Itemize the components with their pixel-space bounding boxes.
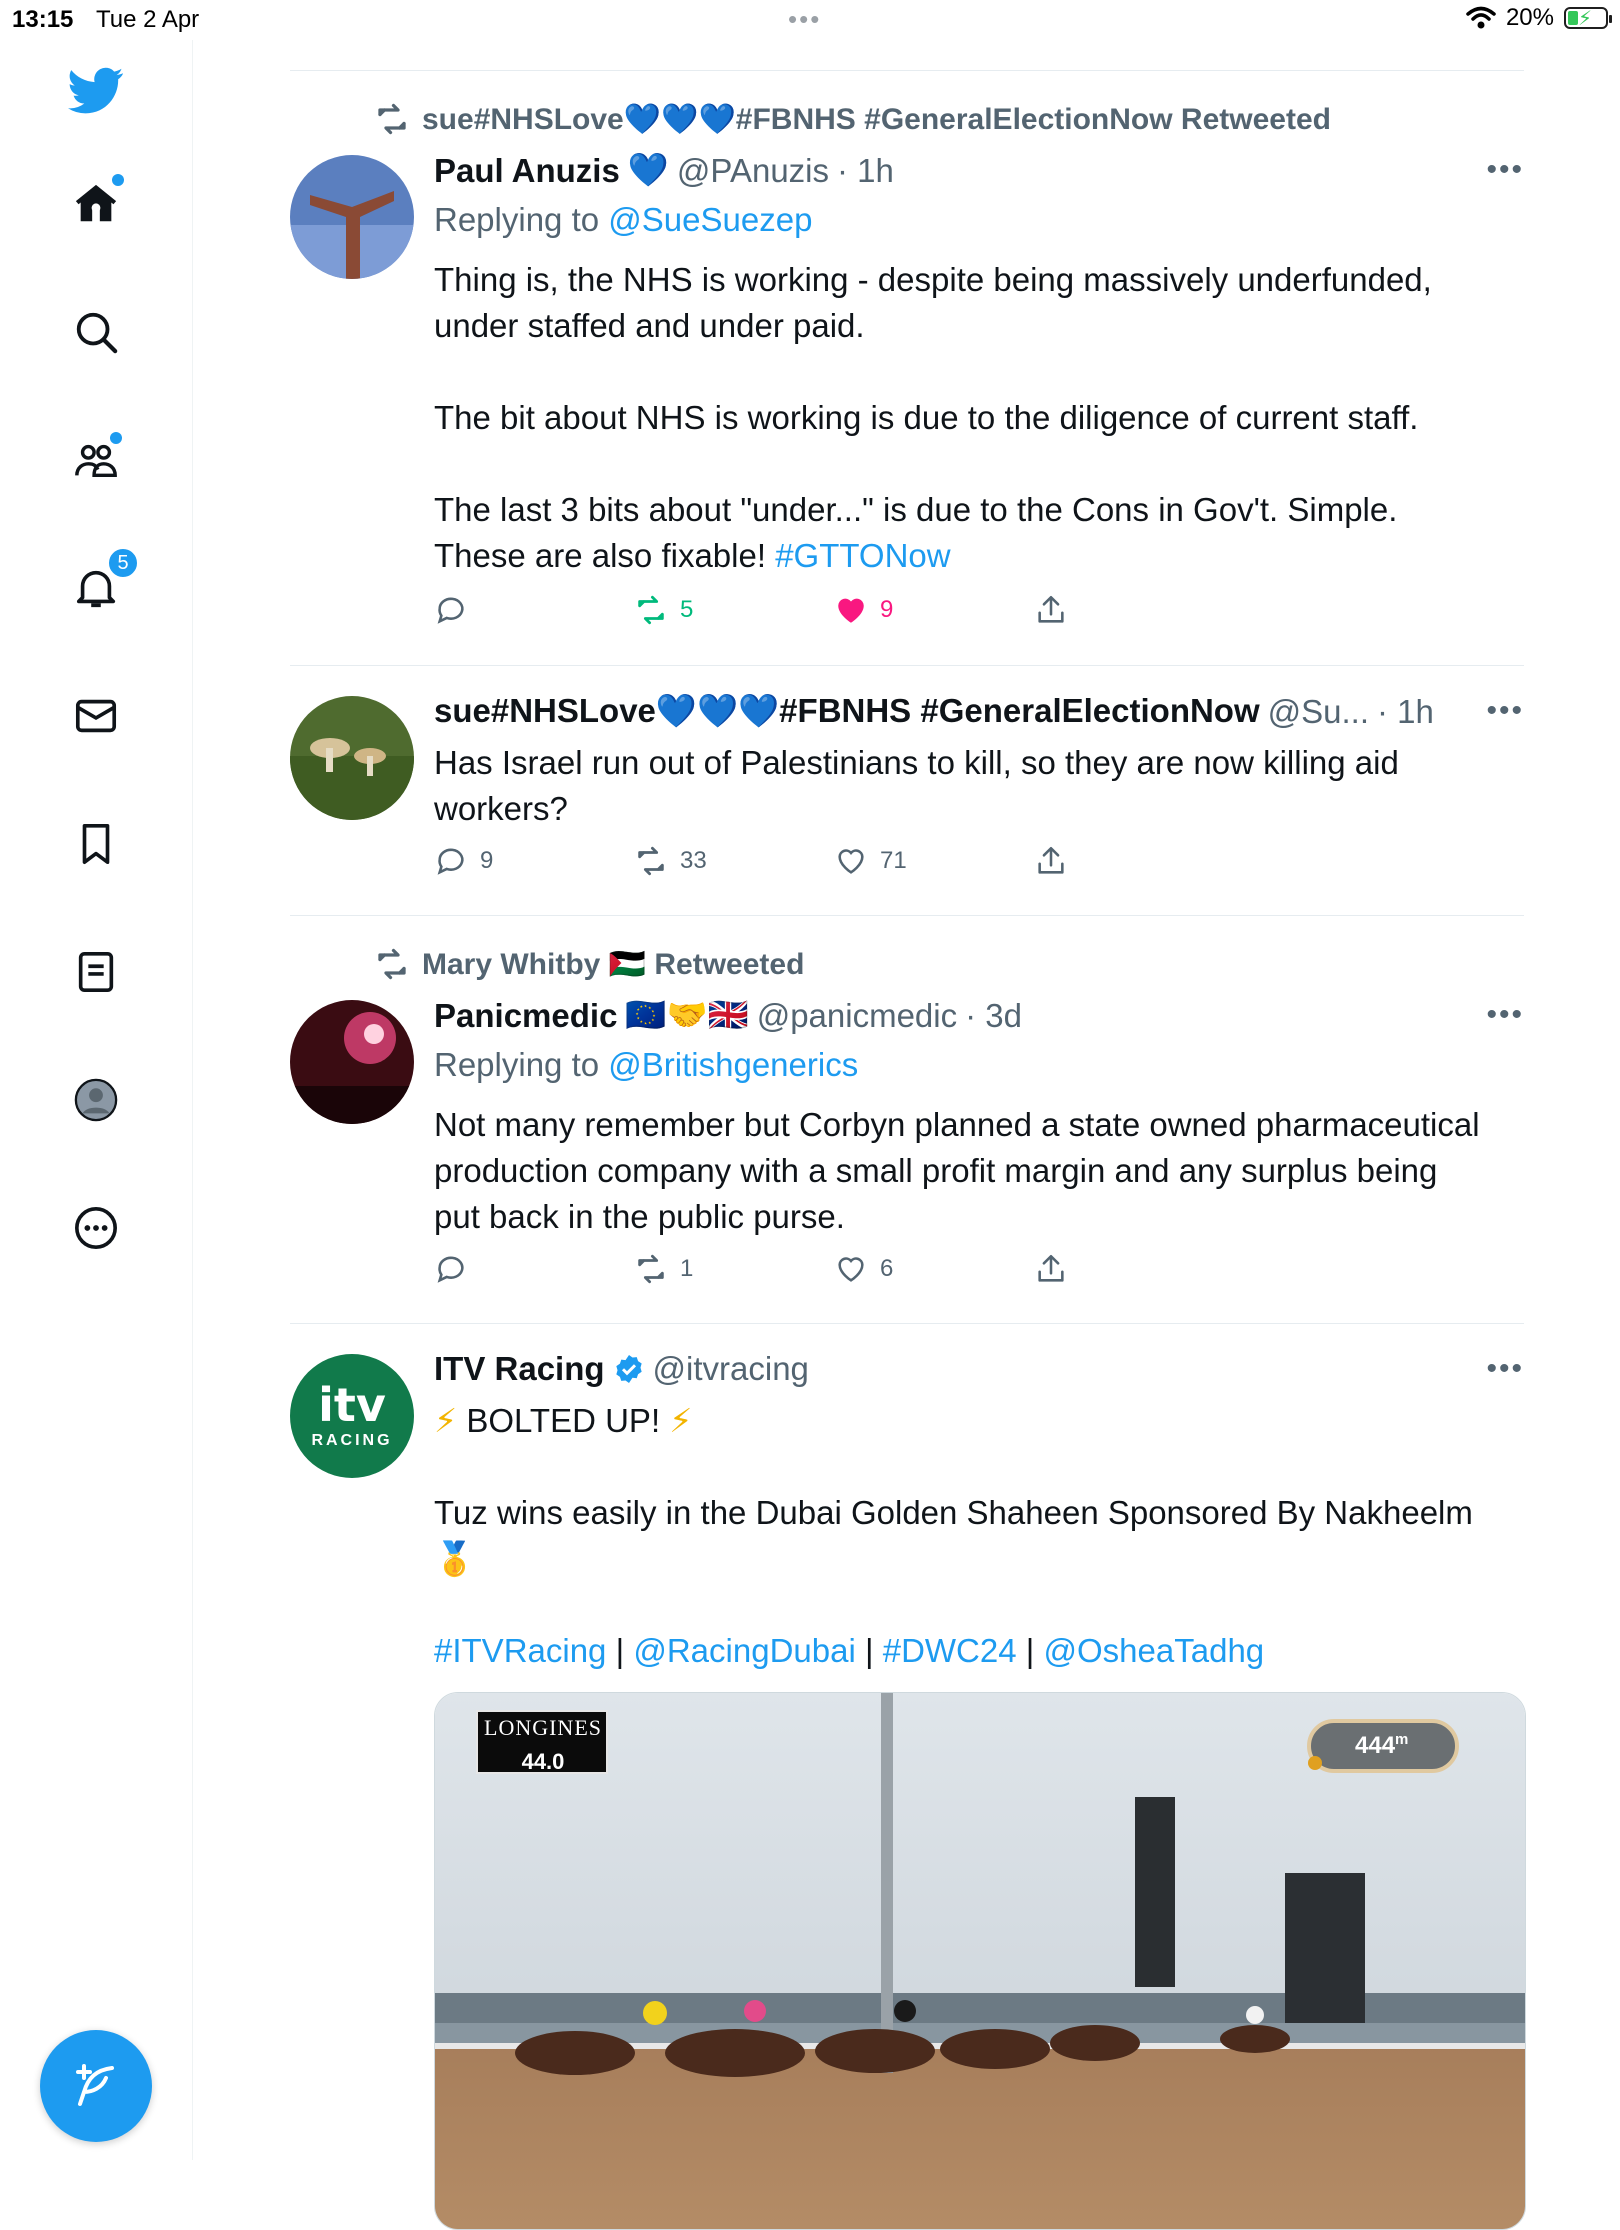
like-button[interactable]	[834, 1252, 893, 1286]
hashtag-link[interactable]: #DWC24	[882, 1632, 1017, 1669]
reply-button[interactable]	[434, 844, 493, 878]
name-emoji: 💙	[627, 151, 669, 188]
lightning-icon: ⚡	[669, 1402, 693, 1439]
retweet-count: 1	[680, 1255, 694, 1282]
nav-explore[interactable]	[56, 292, 136, 372]
nav-messages[interactable]	[56, 676, 136, 756]
multitasking-dots[interactable]: •••	[788, 4, 822, 34]
tweet-text: ⚡ BOLTED UP! ⚡ Tuz wins easily in the Dubai Golden Shaheen Sponsored By Nakheelm 🥇 #ITVRacing | @RacingDubai | #DWC24 | @OsheaTadhg	[434, 1398, 1524, 1674]
display-name[interactable]: sue#NHSLove💙💙💙#FBNHS #GeneralElectionNow	[434, 692, 1260, 729]
heart-icon	[834, 844, 868, 878]
nav-communities[interactable]	[56, 420, 136, 500]
nav-bookmarks[interactable]	[56, 804, 136, 884]
replying-to: Replying to @SueSuezep	[434, 201, 813, 238]
communities-icon	[73, 437, 119, 483]
status-time: 13:15	[12, 6, 74, 33]
nav-home[interactable]	[56, 164, 136, 244]
tweet-text: Not many remember but Corbyn planned a state owned pharmaceutical production company with a small profit margin and any surplus being put back in the public purse.	[434, 1106, 1480, 1235]
avatar[interactable]	[290, 155, 414, 279]
communities-new-dot	[110, 432, 122, 444]
reply-button[interactable]	[434, 1252, 480, 1286]
tweet-actions	[434, 1252, 1134, 1292]
replying-to: Replying to @Britishgenerics	[434, 1046, 859, 1083]
home-new-dot	[112, 174, 124, 186]
tweet-header	[434, 151, 894, 190]
handle[interactable]: @itvracing	[652, 1350, 809, 1387]
handle[interactable]: @panicmedic	[756, 996, 958, 1034]
tweet-header	[434, 996, 1022, 1035]
tweet-more-icon[interactable]: •••	[1486, 1352, 1524, 1385]
share-button[interactable]	[1034, 844, 1068, 878]
reply-to-link[interactable]: @Britishgenerics	[608, 1046, 859, 1083]
compose-tweet-button[interactable]	[40, 2030, 152, 2142]
tweet[interactable]	[290, 916, 1524, 1323]
share-button[interactable]	[1034, 593, 1068, 627]
lightning-icon: ⚡	[434, 1402, 458, 1439]
like-button[interactable]	[834, 844, 907, 878]
reply-button[interactable]	[434, 593, 480, 627]
tweet[interactable]	[290, 71, 1524, 665]
tweet-more-icon[interactable]: •••	[1486, 694, 1524, 727]
nav-more[interactable]	[56, 1188, 136, 1268]
handle[interactable]: @Su...	[1267, 692, 1370, 730]
display-name[interactable]: ITV Racing	[434, 1350, 605, 1387]
timestamp[interactable]: · 1h	[1377, 692, 1434, 730]
share-icon	[1034, 593, 1068, 627]
reply-icon	[434, 1252, 468, 1286]
reply-icon	[434, 593, 468, 627]
retweet-icon	[374, 101, 410, 137]
more-circle-icon	[73, 1205, 119, 1251]
heart-filled-icon	[834, 593, 868, 627]
battery-percent: 20%	[1505, 4, 1554, 31]
name-emoji: 🇪🇺🤝🇬🇧	[625, 996, 749, 1033]
tweet-media-video[interactable]	[434, 1692, 1526, 2230]
search-icon	[73, 309, 119, 355]
battery-icon: ⚡	[1564, 7, 1608, 29]
retweet-context	[374, 101, 1331, 137]
tweet-text: Has Israel run out of Palestinians to kill, so they are now killing aid workers?	[434, 744, 1399, 827]
profile-avatar-icon	[73, 1077, 119, 1123]
mention-link[interactable]: @OsheaTadhg	[1043, 1632, 1265, 1669]
distance-remaining: 444$^m$	[1355, 1731, 1409, 1759]
reply-count: 9	[480, 847, 494, 874]
retweet-count: 33	[680, 847, 707, 874]
retweeted-by: sue#NHSLove💙💙💙#FBNHS #GeneralElectionNow Retweeted	[422, 102, 1331, 136]
tweet-text: Thing is, the NHS is working - despite being massively underfunded, under staffed and under paid. The bit about NHS is working is due to the diligence of current staff. The last 3 bits about "under..." is due to the Cons in Gov't. Simple. These are also fixable! #GTTONow	[434, 261, 1432, 574]
mail-icon	[73, 693, 119, 739]
hashtag-link[interactable]: #GTTONow	[775, 537, 951, 574]
itv-logo-sub: RACING	[311, 1432, 393, 1449]
twitter-logo-icon[interactable]	[56, 50, 136, 130]
retweet-icon	[374, 946, 410, 982]
timeline	[290, 70, 1524, 2174]
nav-lists[interactable]	[56, 932, 136, 1012]
compose-feather-icon	[72, 2062, 120, 2110]
home-icon	[73, 181, 119, 227]
retweet-icon	[634, 593, 668, 627]
like-count: 71	[880, 847, 907, 874]
reply-to-link[interactable]: @SueSuezep	[608, 201, 813, 238]
sidebar	[0, 40, 193, 2160]
display-name[interactable]: Paul Anuzis	[434, 151, 620, 189]
handle[interactable]: @PAnuzis	[676, 151, 830, 189]
itv-logo-text: itv	[318, 1378, 386, 1432]
like-count: 9	[880, 596, 894, 623]
hashtag-link[interactable]: #ITVRacing	[434, 1632, 607, 1669]
reply-icon	[434, 844, 468, 878]
medal-emoji: 🥇	[434, 1540, 476, 1577]
retweet-button[interactable]	[634, 844, 707, 878]
notifications-badge: 5	[106, 546, 140, 580]
display-name[interactable]: Panicmedic	[434, 996, 618, 1034]
heart-icon	[834, 1252, 868, 1286]
status-right	[1466, 4, 1608, 32]
retweet-icon	[634, 1252, 668, 1286]
verified-badge-icon	[613, 1353, 645, 1385]
like-count: 6	[880, 1255, 894, 1282]
avatar[interactable]	[290, 696, 414, 820]
nav-notifications[interactable]	[56, 548, 136, 628]
retweet-button[interactable]	[634, 593, 693, 627]
retweet-button[interactable]	[634, 1252, 693, 1286]
tweet[interactable]	[290, 666, 1524, 915]
tweet-actions	[434, 844, 1134, 884]
retweet-context	[374, 946, 804, 982]
tweet-actions	[434, 593, 1134, 633]
tweet-header	[434, 1350, 809, 1388]
tweet-more-icon[interactable]: •••	[1486, 998, 1524, 1031]
longines-logo: LONGINES	[484, 1715, 602, 1740]
bookmark-icon	[73, 821, 119, 867]
share-icon	[1034, 844, 1068, 878]
tweet-more-icon[interactable]: •••	[1486, 153, 1524, 186]
wifi-icon	[1466, 6, 1496, 30]
mention-link[interactable]: @RacingDubai	[633, 1632, 856, 1669]
like-button[interactable]	[834, 593, 893, 627]
tweet-header	[434, 692, 1434, 731]
timestamp[interactable]: · 3d	[965, 996, 1022, 1034]
share-icon	[1034, 1252, 1068, 1286]
share-button[interactable]	[1034, 1252, 1068, 1286]
nav-profile[interactable]	[56, 1060, 136, 1140]
retweeted-by: Mary Whitby 🇵🇸 Retweeted	[422, 947, 805, 981]
itv-racing-avatar[interactable]	[290, 1354, 414, 1478]
retweet-icon	[634, 844, 668, 878]
timestamp[interactable]: · 1h	[837, 151, 894, 189]
avatar[interactable]	[290, 1000, 414, 1124]
status-bar	[0, 0, 1620, 40]
tweet[interactable]	[290, 1324, 1524, 2174]
retweet-count: 5	[680, 596, 694, 623]
lists-icon	[73, 949, 119, 995]
race-timer: 44.0	[521, 1749, 565, 1774]
status-date: Tue 2 Apr	[96, 6, 200, 33]
